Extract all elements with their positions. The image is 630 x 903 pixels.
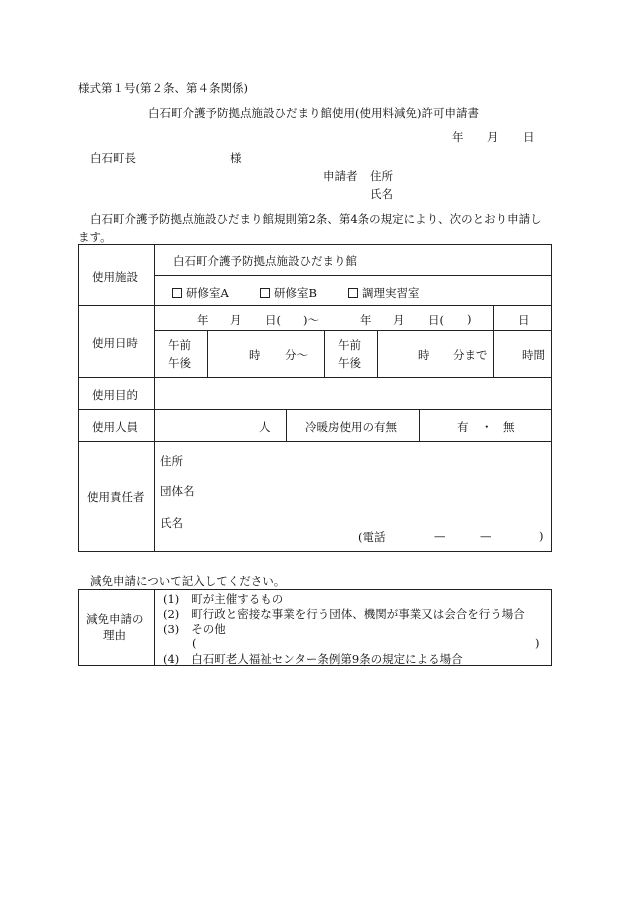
end-day-label: 日( [428, 313, 444, 327]
start-am-label: 午前 [168, 338, 191, 352]
phone-dash-1: — [434, 529, 446, 543]
start-day-label: 日( [265, 313, 281, 327]
phone-dash-2: — [480, 529, 492, 543]
end-year-label: 年 [360, 313, 372, 327]
reduction-note: 減免申請について記入してください。 [90, 574, 286, 588]
aircon-yes[interactable]: 有 [457, 420, 469, 434]
people-unit: 人 [259, 420, 271, 434]
end-month-label: 月 [393, 313, 405, 327]
form-title: 白石町介護予防拠点施設ひだまり館使用(使用料減免)許可申請書 [148, 106, 479, 120]
responsible-label: 使用責任者 [87, 490, 145, 504]
days-label: 日 [518, 313, 530, 327]
addressee-honorific: 様 [230, 151, 242, 165]
reason-other-open: ( [192, 636, 197, 650]
form-number: 様式第１号(第２条、第４条関係) [78, 81, 248, 95]
reason-4[interactable]: (4) 白石町老人福祉センター条例第9条の規定による場合 [163, 652, 463, 666]
start-pm-label: 午後 [168, 356, 191, 370]
date-year-label: 年 [452, 130, 464, 144]
date-month-label: 月 [487, 130, 499, 144]
end-am-label: 午前 [338, 338, 361, 352]
intro-text-line2: ます。 [78, 230, 112, 244]
room-option-kitchen[interactable]: 調理実習室 [348, 285, 420, 301]
responsible-name-label: 氏名 [160, 516, 183, 530]
purpose-label: 使用目的 [92, 388, 138, 402]
aircon-separator: ・ [481, 420, 493, 434]
addressee-name: 白石町長 [90, 151, 136, 165]
purpose-field[interactable] [158, 380, 548, 406]
people-label: 使用人員 [92, 420, 138, 434]
start-weekday-close: )～ [303, 313, 319, 327]
aircon-no[interactable]: 無 [503, 420, 515, 434]
end-weekday-close: ) [467, 312, 472, 326]
start-hour-label: 時 [249, 348, 261, 362]
intro-text-line1: 白石町介護予防拠点施設ひだまり館規則第2条、第4条の規定により、次のとおり申請し [90, 212, 542, 226]
aircon-label: 冷暖房使用の有無 [305, 420, 397, 434]
reason-other-close: ) [535, 636, 540, 650]
end-pm-label: 午後 [338, 356, 361, 370]
responsible-group-label: 団体名 [160, 484, 195, 498]
checkbox-icon[interactable] [260, 288, 270, 298]
facility-name: 白石町介護予防拠点施設ひだまり館 [173, 254, 357, 268]
start-month-label: 月 [230, 313, 242, 327]
checkbox-icon[interactable] [172, 288, 182, 298]
reason-1[interactable]: (1) 町が主催するもの [163, 592, 284, 606]
end-hour-label: 時 [418, 348, 430, 362]
reason-3[interactable]: (3) その他 [163, 622, 226, 636]
phone-close: ) [539, 529, 544, 543]
reduction-label-line1: 減免申請の [86, 612, 144, 626]
date-day-label: 日 [523, 130, 535, 144]
end-minute-label: 分まで [453, 348, 488, 362]
responsible-address-label: 住所 [160, 454, 183, 468]
applicant-label: 申請者 [323, 169, 358, 183]
applicant-address-label: 住所 [370, 169, 393, 183]
checkbox-icon[interactable] [348, 288, 358, 298]
dates-label: 使用日時 [92, 336, 138, 350]
room-option-a[interactable]: 研修室A [172, 285, 229, 301]
phone-open: (電話 [358, 530, 386, 544]
hours-label: 時間 [522, 348, 545, 362]
room-option-b[interactable]: 研修室B [260, 285, 317, 301]
applicant-name-label: 氏名 [370, 187, 393, 201]
facility-label: 使用施設 [92, 270, 138, 284]
start-minute-label: 分～ [285, 348, 308, 362]
reduction-label-line2: 理由 [103, 628, 126, 642]
reason-2[interactable]: (2) 町行政と密接な事業を行う団体、機関が事業又は会合を行う場合 [163, 607, 525, 621]
start-year-label: 年 [197, 313, 209, 327]
